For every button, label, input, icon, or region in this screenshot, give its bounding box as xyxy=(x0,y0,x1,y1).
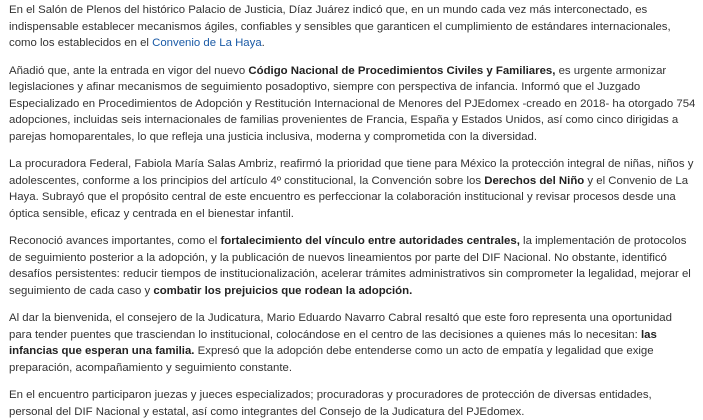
paragraph-3-text-end: y el Convenio de La Haya. Subrayó que el propósito central de este encuentro es perfeccionar la colaboración institucional y revisar procesos desde una óptica sensible, eficaz y centrada en el bienestar infantil. xyxy=(9,174,689,220)
paragraph-5 xyxy=(9,310,697,376)
paragraph-6-text: En el encuentro participaron juezas y jueces especializados; procuradoras y procuradores de protección de diversas entidades, personal del DIF Nacional y estatal, así como integrantes del Consejo de la Judicatura del PJEdomex. xyxy=(9,389,652,418)
paragraph-5-text-start: Al dar la bienvenida, el consejero de la Judicatura, Mario Eduardo Navarro Cabral resaltó que este foro representa una oportunidad para tender puentes que trasciendan lo institucional, colocándose en el centro de las decisiones a quienes más lo necesitan: xyxy=(9,312,672,341)
paragraph-2-text-end: es urgente armonizar legislaciones y afinar mecanismos de seguimiento posadoptivo, siempre con perspectiva de infancia. Informó que el Juzgado Especializado en Procedimientos de Adopción y Restitución Internacional de Menores del PJEdomex -creado en 2018- ha otorgado 754 adopciones, incluidas seis internacionales de familias provenientes de Francia, España y Estados Unidos, así como cinco dirigidas a parejas homoparentales, lo que refleja una justicia inclusiva, moderna y comprometida con la diversidad. xyxy=(9,64,696,143)
derechos-del-nino-bold: Derechos del Niño xyxy=(484,174,585,187)
codigo-nacional-bold: Código Nacional de Procedimientos Civiles y Familiares, xyxy=(248,64,556,77)
paragraph-2-text-start: Añadió que, ante la entrada en vigor del nuevo xyxy=(9,64,249,77)
combatir-prejuicios-bold: combatir los prejuicios que rodean la adopción. xyxy=(153,284,413,297)
paragraph-1 xyxy=(9,2,697,52)
paragraph-3-text-start: La procuradora Federal, Fabiola María Salas Ambriz, reafirmó la prioridad que tiene para México la protección integral de niñas, niños y adolescentes, conforme a los principios del artículo 4º constitucional, la Convención sobre los xyxy=(9,158,694,187)
paragraph-2 xyxy=(9,63,697,146)
paragraph-3 xyxy=(9,156,697,222)
convenio-de-la-haya-link[interactable]: Convenio de La Haya xyxy=(152,37,262,49)
paragraph-1-end: . xyxy=(261,37,265,49)
paragraph-1-text: En el Salón de Plenos del histórico Palacio de Justicia, Díaz Juárez indicó que, en un mundo cada vez más interconectado, es indispensable establecer mecanismos ágiles, confiables y sensibles que garanticen el cumplimiento de estándares internacionales, como los establecidos en el xyxy=(9,4,671,49)
infancias-bold: las infancias que esperan una familia. xyxy=(9,328,657,357)
fortalecimiento-bold: fortalecimiento del vínculo entre autoridades centrales, xyxy=(220,235,520,247)
paragraph-5-text-end: Expresó que la adopción debe entenderse como un acto de empatía y legalidad que exige preparación, acompañamiento y seguimiento constante. xyxy=(9,345,654,374)
paragraph-4 xyxy=(9,233,697,299)
paragraph-4-text-middle: la implementación de protocolos de seguimiento posterior a la adopción, y la publicación de nuevos lineamientos por parte del DIF Nacional. No obstante, identificó desafíos persistentes: reducir tiempos de institucionalización, acelerar trámites administrativos sin comprometer la legalidad, mejorar el seguimiento de cada caso y xyxy=(9,235,691,297)
paragraph-6 xyxy=(9,387,697,420)
paragraph-4-text-start: Reconoció avances importantes, como el xyxy=(9,235,221,247)
